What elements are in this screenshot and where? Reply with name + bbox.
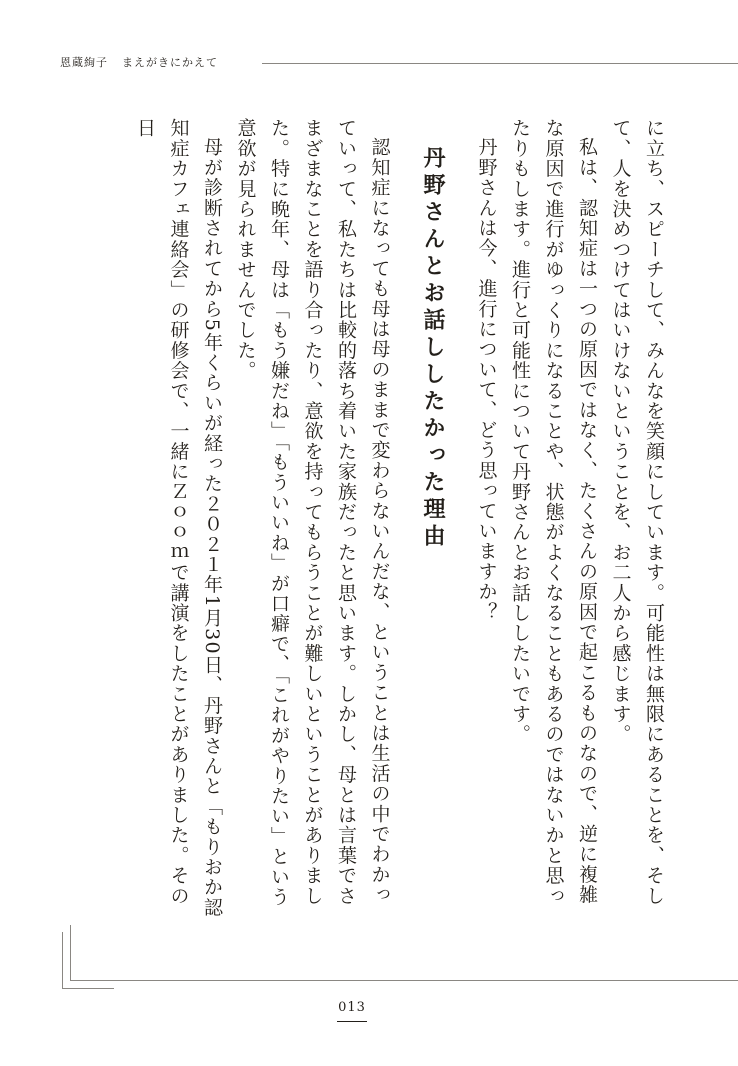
paragraph: に立ち、スピーチして、みんなを笑顔にしています。可能性は無限にあることを、そして、人を決めつけてはいけないということを、お二人から感じます。: [609, 118, 665, 906]
footer-rule: [70, 980, 738, 981]
corner-line: [62, 932, 63, 988]
section-heading: 丹野さんとお話ししたかった理由: [420, 146, 446, 551]
paragraph: 母が診断されてから5年くらいが経った２０２１年1月30日、丹野さんと「もりおか認知症カフェ連絡会」の研修会で、一緒にＺｏｏｍで講演をしたことがありました。その日: [134, 118, 223, 918]
author-name: 恩蔵絢子: [60, 56, 108, 69]
paragraph: 認知症になっても母は母のままで変わらないんだな、ということは生活の中でわかっていって、私たちは比較的落ち着いた家族だったと思います。しかし、母とは言葉でさまざまなことを語り合ったり、意欲を持ってもらうことが難しいということがありました。特に晩年、母は「もう嫌だね」「もういいね」が口癖で、「これがやりたい」という意欲が見られませんでした。: [234, 118, 391, 907]
body-text: [128, 118, 671, 918]
page-number: 013: [338, 1000, 366, 1015]
corner-line: [70, 925, 71, 981]
header-rule: [262, 63, 738, 64]
paragraph: 丹野さんは今、進行について、どう思っていますか？: [475, 137, 498, 622]
corner-line: [62, 988, 114, 989]
chapter-title: まえがきにかえて: [122, 56, 218, 69]
running-head: [60, 54, 218, 70]
paragraph: 私は、認知症は一つの原因ではなく、たくさんの原因で起こるものなので、逆に複雑な原因で進行がゆっくりになることや、状態がよくなることもあるのではないかと思ったりもします。進行と可能性について丹野さんとお話ししたいです。: [509, 118, 598, 906]
page-number-underline: [337, 1021, 367, 1022]
